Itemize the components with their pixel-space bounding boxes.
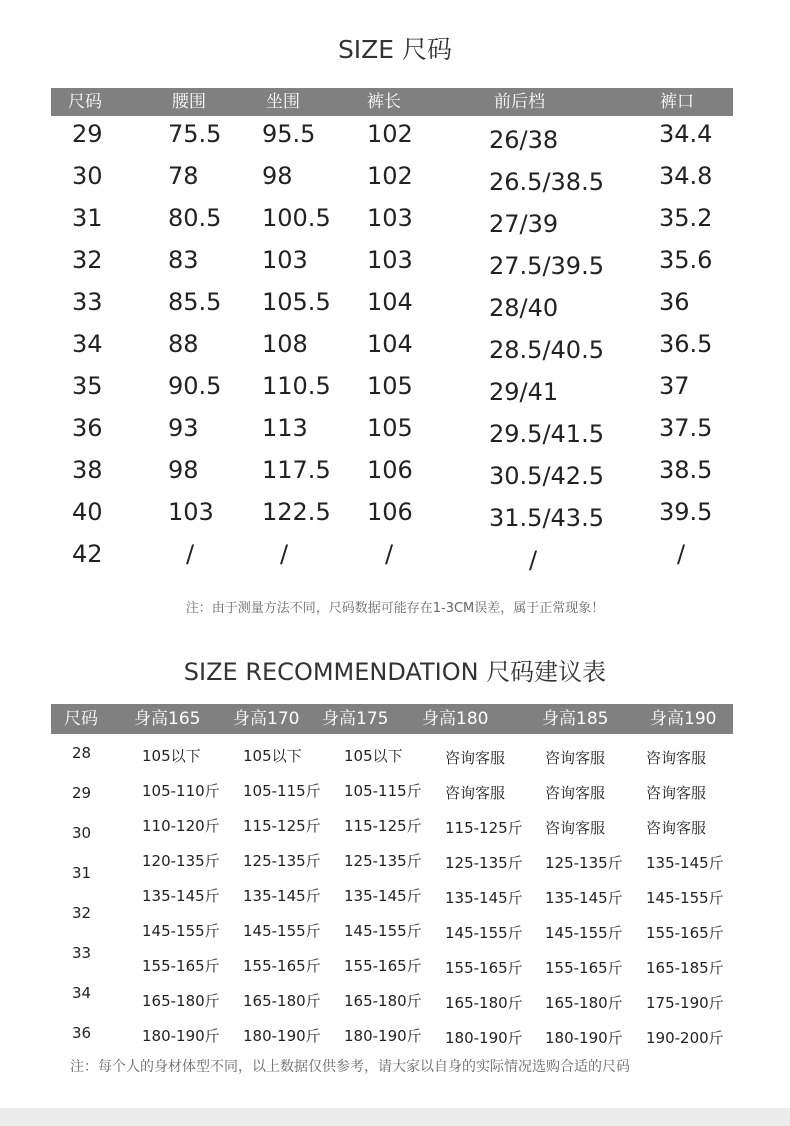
size-cell: 103: [168, 498, 214, 526]
header-hip: 坐围: [266, 92, 300, 112]
size-cell: 103: [262, 246, 308, 274]
size-cell: 105: [367, 372, 413, 400]
rec-cell: 155-165斤: [445, 959, 523, 977]
rec-cell: 180-190斤: [445, 1029, 523, 1047]
size-cell: /: [280, 540, 289, 568]
rec-cell: 175-190斤: [646, 994, 724, 1012]
size-cell: 90.5: [168, 372, 222, 400]
size-cell: 28/40: [489, 294, 559, 322]
rec-cell: 155-165斤: [344, 957, 422, 975]
size-cell: 34.4: [659, 120, 713, 148]
size-cell: 102: [367, 120, 413, 148]
rec-size-label: 28: [72, 744, 92, 762]
rec-cell: 145-155斤: [646, 889, 724, 907]
size-cell: 31.5/43.5: [489, 504, 604, 532]
size-cell: 28.5/40.5: [489, 336, 604, 364]
size-cell: 35.6: [659, 246, 713, 274]
size-cell: 40: [72, 498, 103, 526]
rec-cell: 165-180斤: [142, 992, 220, 1010]
rec-cell: 咨询客服: [445, 749, 506, 767]
rec-cell: 125-135斤: [445, 854, 523, 872]
rec-header-190: 身高190: [650, 709, 717, 729]
size-cell: 36: [72, 414, 103, 442]
header-waist: 腰围: [172, 92, 206, 112]
rec-header-175: 身高175: [322, 709, 389, 729]
rec-size-label: 34: [72, 984, 92, 1002]
rec-cell: 咨询客服: [545, 819, 606, 837]
size-cell: 32: [72, 246, 103, 274]
rec-cell: 咨询客服: [545, 749, 606, 767]
size-cell: 103: [367, 246, 413, 274]
rec-cell: 180-190斤: [142, 1027, 220, 1045]
size-cell: 34.8: [659, 162, 713, 190]
rec-cell: 165-180斤: [445, 994, 523, 1012]
size-cell: 27/39: [489, 210, 559, 238]
size-cell: 108: [262, 330, 308, 358]
rec-cell: 咨询客服: [646, 819, 707, 837]
rec-cell: 145-155斤: [445, 924, 523, 942]
size-cell: 102: [367, 162, 413, 190]
rec-cell: 110-120斤: [142, 817, 220, 835]
size-cell: 98: [262, 162, 293, 190]
size-cell: /: [529, 546, 538, 574]
size-cell: 38: [72, 456, 103, 484]
size-chart-header: [51, 88, 733, 116]
size-cell: 85.5: [168, 288, 222, 316]
rec-cell: 135-145斤: [142, 887, 220, 905]
size-cell: 39.5: [659, 498, 713, 526]
rec-header-185: 身高185: [542, 709, 609, 729]
size-cell: 29/41: [489, 378, 559, 406]
size-cell: 83: [168, 246, 199, 274]
size-cell: 106: [367, 456, 413, 484]
rec-cell: 115-125斤: [344, 817, 422, 835]
size-cell: 26.5/38.5: [489, 168, 604, 196]
rec-cell: 咨询客服: [646, 749, 707, 767]
size-cell: 30.5/42.5: [489, 462, 604, 490]
size-cell: 29.5/41.5: [489, 420, 604, 448]
recommendation-header: [51, 704, 733, 734]
rec-cell: 165-180斤: [243, 992, 321, 1010]
rec-cell: 155-165斤: [243, 957, 321, 975]
rec-cell: 135-145斤: [646, 854, 724, 872]
rec-cell: 155-165斤: [142, 957, 220, 975]
rec-cell: 180-190斤: [344, 1027, 422, 1045]
size-cell: 117.5: [262, 456, 331, 484]
size-cell: 27.5/39.5: [489, 252, 604, 280]
rec-cell: 咨询客服: [545, 784, 606, 802]
rec-cell: 155-165斤: [545, 959, 623, 977]
size-cell: 35: [72, 372, 103, 400]
size-cell: /: [385, 540, 394, 568]
rec-cell: 105以下: [344, 747, 403, 765]
size-cell: 29: [72, 120, 103, 148]
size-cell: 110.5: [262, 372, 331, 400]
rec-cell: 120-135斤: [142, 852, 220, 870]
rec-cell: 145-155斤: [545, 924, 623, 942]
size-cell: 30: [72, 162, 103, 190]
size-cell: 42: [72, 540, 103, 568]
rec-cell: 105-110斤: [142, 782, 220, 800]
rec-cell: 115-125斤: [445, 819, 523, 837]
rec-header-180: 身高180: [422, 709, 489, 729]
size-cell: /: [677, 540, 686, 568]
size-cell: 38.5: [659, 456, 713, 484]
rec-cell: 155-165斤: [646, 924, 724, 942]
size-cell: 103: [367, 204, 413, 232]
size-cell: 104: [367, 330, 413, 358]
rec-cell: 145-155斤: [344, 922, 422, 940]
rec-cell: 115-125斤: [243, 817, 321, 835]
rec-size-label: 33: [72, 944, 92, 962]
rec-cell: 165-180斤: [545, 994, 623, 1012]
size-cell: 34: [72, 330, 103, 358]
size-cell: 78: [168, 162, 199, 190]
rec-cell: 180-190斤: [545, 1029, 623, 1047]
rec-cell: 125-135斤: [344, 852, 422, 870]
size-cell: 26/38: [489, 126, 559, 154]
size-cell: 100.5: [262, 204, 331, 232]
size-cell: 33: [72, 288, 103, 316]
size-cell: 113: [262, 414, 308, 442]
rec-cell: 105-115斤: [344, 782, 422, 800]
size-cell: 36: [659, 288, 690, 316]
size-cell: 105.5: [262, 288, 331, 316]
size-cell: 93: [168, 414, 199, 442]
rec-cell: 咨询客服: [646, 784, 707, 802]
rec-size-label: 36: [72, 1024, 92, 1042]
size-cell: 37.5: [659, 414, 713, 442]
rec-size-label: 31: [72, 864, 92, 882]
bottom-band: [0, 1108, 790, 1126]
rec-size-label: 29: [72, 784, 92, 802]
rec-size-label: 30: [72, 824, 92, 842]
size-cell: 75.5: [168, 120, 222, 148]
rec-cell: 145-155斤: [243, 922, 321, 940]
rec-cell: 135-145斤: [243, 887, 321, 905]
rec-cell: 180-190斤: [243, 1027, 321, 1045]
size-cell: 98: [168, 456, 199, 484]
header-length: 裤长: [367, 92, 401, 112]
size-cell: 31: [72, 204, 103, 232]
rec-cell: 105-115斤: [243, 782, 321, 800]
size-cell: /: [186, 540, 195, 568]
rec-cell: 咨询客服: [445, 784, 506, 802]
rec-cell: 165-180斤: [344, 992, 422, 1010]
size-chart-title: SIZE 尺码: [337, 35, 453, 64]
rec-cell: 135-145斤: [445, 889, 523, 907]
size-cell: 37: [659, 372, 690, 400]
rec-header-170: 身高170: [233, 709, 300, 729]
size-cell: 104: [367, 288, 413, 316]
rec-cell: 190-200斤: [646, 1029, 724, 1047]
recommendation-title: SIZE RECOMMENDATION 尺码建议表: [183, 658, 607, 686]
rec-cell: 105以下: [142, 747, 201, 765]
rec-size-label: 32: [72, 904, 92, 922]
rec-header-size: 尺码: [64, 709, 98, 729]
rec-cell: 145-155斤: [142, 922, 220, 940]
size-cell: 80.5: [168, 204, 222, 232]
rec-cell: 125-135斤: [545, 854, 623, 872]
header-rise: 前后档: [494, 92, 545, 112]
size-cell: 106: [367, 498, 413, 526]
rec-cell: 125-135斤: [243, 852, 321, 870]
header-leg-opening: 裤口: [660, 92, 694, 112]
recommendation-note: 注：每个人的身材体型不同，以上数据仅供参考，请大家以自身的实际情况选购合适的尺码: [70, 1059, 630, 1075]
rec-cell: 105以下: [243, 747, 302, 765]
size-chart-note: 注：由于测量方法不同，尺码数据可能存在1-3CM误差，属于正常现象！: [185, 601, 605, 616]
size-cell: 105: [367, 414, 413, 442]
rec-header-165: 身高165: [134, 709, 201, 729]
rec-cell: 165-185斤: [646, 959, 724, 977]
size-cell: 88: [168, 330, 199, 358]
size-cell: 35.2: [659, 204, 713, 232]
size-cell: 95.5: [262, 120, 316, 148]
size-cell: 36.5: [659, 330, 713, 358]
rec-cell: 135-145斤: [545, 889, 623, 907]
size-cell: 122.5: [262, 498, 331, 526]
rec-cell: 135-145斤: [344, 887, 422, 905]
header-size: 尺码: [68, 92, 102, 112]
